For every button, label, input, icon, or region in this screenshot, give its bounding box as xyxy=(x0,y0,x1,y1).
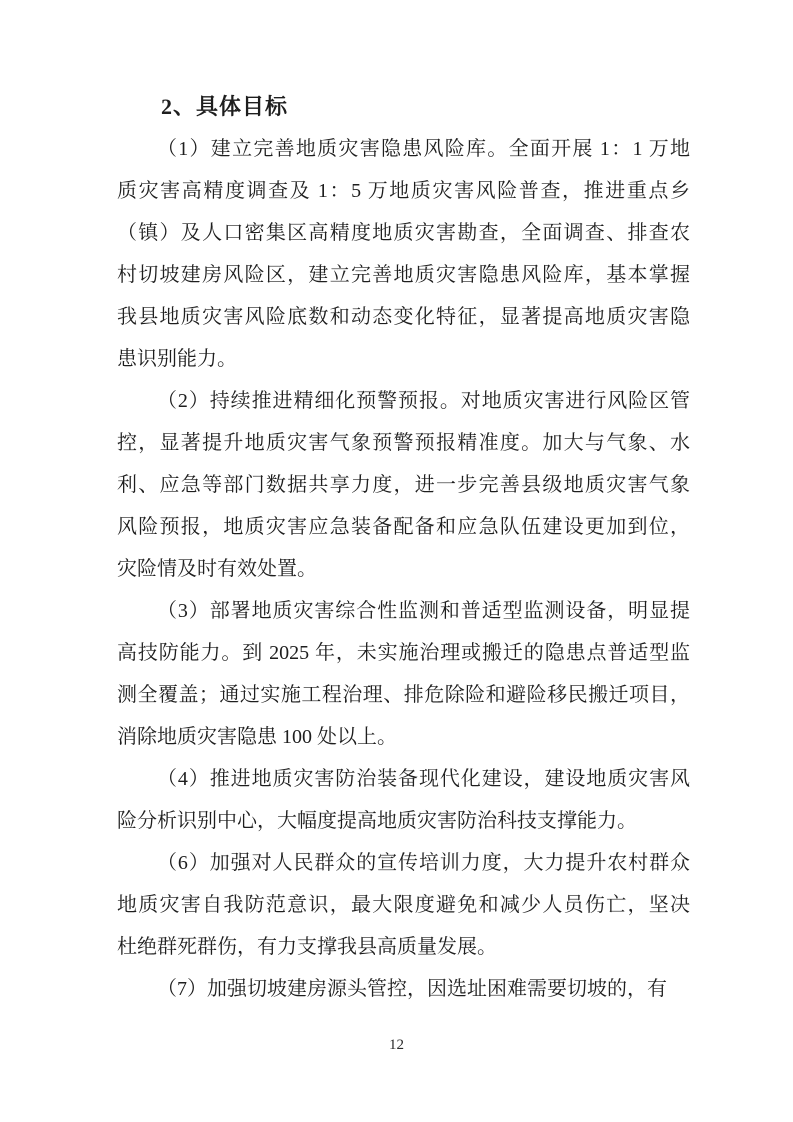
paragraph xyxy=(117,380,690,590)
text-line: （镇）及人口密集区高精度地质灾害勘查，全面调查、排查农 xyxy=(117,222,690,244)
paragraph xyxy=(117,758,690,842)
text-line: （7）加强切坡建房源头管控，因选址困难需要切坡的，有 xyxy=(157,978,667,1000)
paragraph xyxy=(117,128,690,380)
text-line: 灾险情及时有效处置。 xyxy=(117,558,317,580)
document-body xyxy=(117,86,690,1010)
text-line: （3）部署地质灾害综合性监测和普适型监测设备，明显提 xyxy=(157,600,690,622)
paragraphs-container xyxy=(117,128,690,1010)
text-line: 质灾害高精度调查及 1：5 万地质灾害风险普查，推进重点乡 xyxy=(117,180,690,202)
text-line: （6）加强对人民群众的宣传培训力度，大力提升农村群众 xyxy=(157,852,690,874)
text-line: 消除地质灾害隐患 100 处以上。 xyxy=(117,726,397,748)
text-line: （2）持续推进精细化预警预报。对地质灾害进行风险区管 xyxy=(157,390,690,412)
text-line: 测全覆盖；通过实施工程治理、排危除险和避险移民搬迁项目， xyxy=(117,684,690,706)
text-line: 村切坡建房风险区，建立完善地质灾害隐患风险库，基本掌握 xyxy=(117,264,690,286)
text-line: 杜绝群死群伤，有力支撑我县高质量发展。 xyxy=(117,936,497,958)
paragraph xyxy=(117,842,690,968)
section-heading: 2、具体目标 xyxy=(161,94,289,119)
text-line: 风险预报，地质灾害应急装备配备和应急队伍建设更加到位， xyxy=(117,516,690,538)
text-line: （1）建立完善地质灾害隐患风险库。全面开展 1：1 万地 xyxy=(157,138,690,160)
page-number: 12 xyxy=(389,1037,404,1053)
paragraph xyxy=(117,968,690,1010)
text-line: 地质灾害自我防范意识，最大限度避免和减少人员伤亡，坚决 xyxy=(117,894,690,916)
text-line: 利、应急等部门数据共享力度，进一步完善县级地质灾害气象 xyxy=(117,474,690,496)
paragraph xyxy=(117,590,690,758)
text-line: 高技防能力。到 2025 年，未实施治理或搬迁的隐患点普适型监 xyxy=(117,642,690,664)
text-line: 控，显著提升地质灾害气象预警预报精准度。加大与气象、水 xyxy=(117,432,690,454)
text-line: 我县地质灾害风险底数和动态变化特征，显著提高地质灾害隐 xyxy=(117,306,690,328)
text-line: （4）推进地质灾害防治装备现代化建设，建设地质灾害风 xyxy=(157,768,690,790)
text-line: 险分析识别中心，大幅度提高地质灾害防治科技支撑能力。 xyxy=(117,810,637,832)
text-line: 患识别能力。 xyxy=(117,348,237,370)
